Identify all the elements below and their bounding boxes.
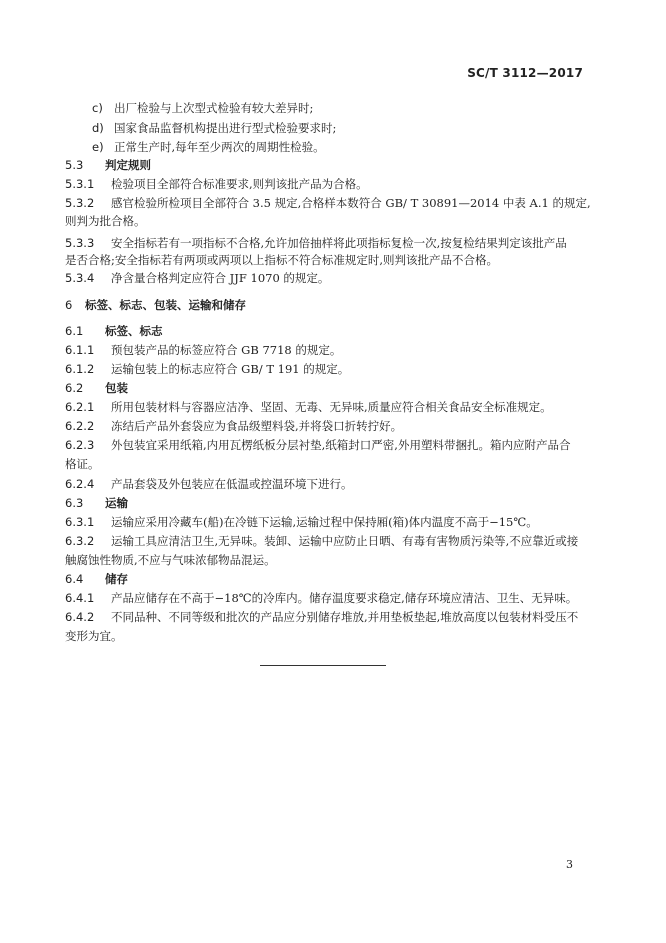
clause-text: 运输应采用冷藏车(船)在冷链下运输,运输过程中保持厢(箱)体内温度不高于−15℃。 [111,515,538,529]
clause-6-4-1 [65,590,585,606]
clause-text: 感官检验所检项目全部符合 3.5 规定,合格样本数符合 GB/ T 30891—2014 中表 A.1 的规定, [111,196,591,210]
clause-6-1-2 [65,361,585,377]
clause-number: 6.3.2 [65,534,95,548]
clause-text: 不同品种、不同等级和批次的产品应分别储存堆放,并用垫板垫起,堆放高度以包装材料受压不 [111,610,579,624]
clause-number: 6.1.2 [65,362,95,376]
section-number: 6.2 [65,381,84,395]
section-6-1-heading [65,323,585,339]
clause-6-4-2 [65,609,585,625]
clause-6-2-1 [65,399,585,415]
section-number: 6.4 [65,572,84,586]
clause-number: 6.2.1 [65,400,95,414]
clause-text: 预包装产品的标签应符合 GB 7718 的规定。 [111,343,342,357]
clause-number: 6.1.1 [65,343,95,357]
clause-5-3-2 [65,195,591,211]
clause-text: 产品应储存在不高于−18℃的冷库内。储存温度要求稳定,储存环境应清洁、卫生、无异味。 [111,591,578,605]
section-5-3-heading [65,157,585,173]
list-item-text: 出厂检验与上次型式检验有较大差异时; [114,101,314,115]
section-number: 6.1 [65,324,84,338]
clause-text: 外包装宜采用纸箱,内用瓦楞纸板分层衬垫,纸箱封口严密,外用塑料带捆扎。箱内应附产品合 [111,438,571,452]
page-number: 3 [566,858,573,871]
section-title: 储存 [105,572,128,586]
clause-number: 5.3.2 [65,196,95,210]
list-item-label: e) [92,140,104,154]
clause-number: 6.2.4 [65,477,95,491]
clause-text: 检验项目全部符合标准要求,则判该批产品为合格。 [111,177,368,191]
standard-code: SC/T 3112—2017 [467,66,583,80]
clause-text: 所用包装材料与容器应洁净、坚固、无毒、无异味,质量应符合相关食品安全标准规定。 [111,400,552,414]
clause-5-3-2-continued: 则判为批合格。 [65,214,146,228]
list-item-text: 国家食品监督机构提出进行型式检验要求时; [114,121,337,135]
clause-number: 6.4.2 [65,610,95,624]
clause-5-3-3 [65,235,585,251]
clause-6-2-3-continued: 格证。 [65,457,100,471]
section-6-4-heading [65,571,585,587]
clause-text: 冻结后产品外套袋应为食品级塑料袋,并将袋口折转拧好。 [111,419,403,433]
clause-text: 安全指标若有一项指标不合格,允许加倍抽样将此项指标复检一次,按复检结果判定该批产品 [111,236,567,250]
section-6-2-heading [65,380,585,396]
section-title: 判定规则 [105,158,151,172]
section-6-3-heading [65,495,585,511]
clause-text: 产品套袋及外包装应在低温或控温环境下进行。 [111,477,353,491]
clause-5-3-3-continued: 是否合格;安全指标若有两项或两项以上指标不符合标准规定时,则判该批产品不合格。 [65,253,499,267]
clause-number: 6.4.1 [65,591,95,605]
clause-6-3-2 [65,533,585,549]
clause-text: 净含量合格判定应符合 JJF 1070 的规定。 [111,271,330,285]
clause-number: 5.3.4 [65,271,95,285]
clause-6-2-4 [65,476,585,492]
clause-5-3-4 [65,270,585,286]
section-title: 包装 [105,381,128,395]
clause-5-3-1 [65,176,585,192]
section-title: 标签、标志、包装、运输和储存 [85,298,246,312]
section-6-heading [65,297,585,313]
clause-number: 6.2.3 [65,438,95,452]
list-item-label: c) [92,101,103,115]
clause-6-2-2 [65,418,585,434]
section-number: 6.3 [65,496,84,510]
section-number: 6 [65,298,73,312]
clause-number: 6.2.2 [65,419,95,433]
list-item-text: 正常生产时,每年至少两次的周期性检验。 [114,140,325,154]
list-item-label: d) [92,121,104,135]
end-rule [260,665,386,666]
clause-text: 运输包装上的标志应符合 GB/ T 191 的规定。 [111,362,350,376]
list-item-e [92,139,612,155]
clause-6-1-1 [65,342,585,358]
clause-number: 6.3.1 [65,515,95,529]
clause-text: 运输工具应清洁卫生,无异味。装卸、运输中应防止日晒、有毒有害物质污染等,不应靠近或接 [111,534,579,548]
section-title: 运输 [105,496,128,510]
list-item-d [92,120,612,136]
clause-6-2-3 [65,437,585,453]
list-item-c [92,100,612,116]
section-number: 5.3 [65,158,84,172]
clause-6-3-2-continued: 触腐蚀性物质,不应与气味浓郁物品混运。 [65,553,276,567]
clause-6-4-2-continued: 变形为宜。 [65,629,123,643]
clause-number: 5.3.3 [65,236,95,250]
clause-number: 5.3.1 [65,177,95,191]
section-title: 标签、标志 [105,324,163,338]
clause-6-3-1 [65,514,585,530]
